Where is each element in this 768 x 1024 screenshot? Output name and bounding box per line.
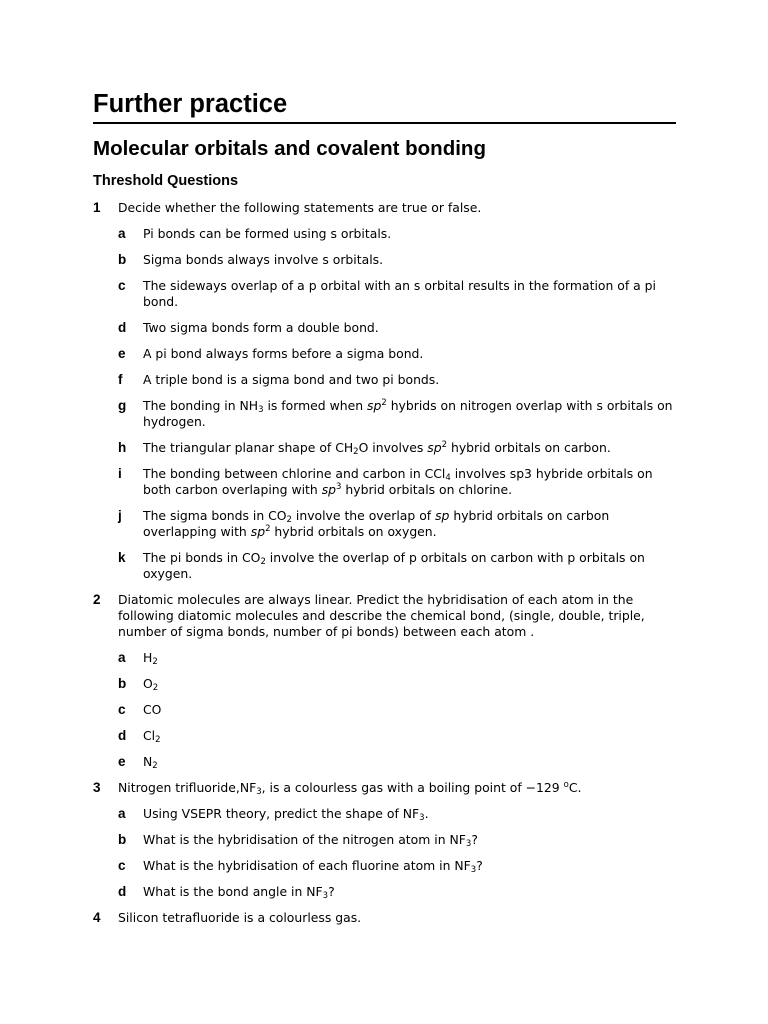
part-letter: b (118, 252, 127, 267)
page-title: Further practice (93, 88, 676, 124)
text-segment: The triangular planar shape of CH (143, 440, 354, 455)
part-text (143, 320, 676, 336)
question-part (93, 398, 676, 430)
text-segment: hybrids on nitrogen overlap with s orbitals on hydrogen. (143, 398, 673, 429)
text-segment: O involves (358, 440, 428, 455)
text-segment: ? (471, 832, 478, 847)
part-text (143, 550, 676, 582)
question-part (93, 550, 676, 582)
question-part (93, 320, 676, 336)
part-text (143, 728, 676, 744)
subsection-heading: Threshold Questions (93, 173, 239, 189)
text-segment: N (143, 754, 153, 769)
question-text (118, 592, 676, 640)
text-segment: 3 (258, 405, 264, 415)
text-segment: ? (328, 884, 335, 899)
question-number: 2 (93, 592, 101, 607)
part-letter: c (118, 858, 126, 873)
part-letter: a (118, 650, 126, 665)
part-letter: j (118, 508, 122, 523)
text-segment: Cl (143, 728, 156, 743)
text-segment: A triple bond is a sigma bond and two pi bonds. (143, 372, 440, 387)
question-2 (93, 592, 676, 640)
question-part (93, 278, 676, 310)
question-number: 1 (93, 200, 101, 215)
section-heading: Molecular orbitals and covalent bonding (93, 137, 486, 160)
text-segment: Using VSEPR theory, predict the shape of NF (143, 806, 420, 821)
question-4 (93, 910, 676, 926)
question-part (93, 252, 676, 268)
question-text (118, 780, 676, 796)
part-text (143, 832, 676, 848)
text-segment: 2 (265, 524, 271, 534)
text-segment: 3 (419, 813, 425, 823)
text-segment: 3 (256, 787, 262, 797)
text-segment: A pi bond always forms before a sigma bond. (143, 346, 424, 361)
text-segment: 3 (465, 839, 472, 849)
text-segment: 2 (152, 683, 159, 693)
part-letter: f (118, 372, 123, 387)
question-part (93, 346, 676, 362)
text-segment: is formed when (263, 398, 367, 413)
question-1 (93, 200, 676, 216)
question-part (93, 508, 676, 540)
text-segment: H (143, 650, 153, 665)
part-letter: h (118, 440, 127, 455)
text-segment: 2 (152, 657, 158, 667)
text-segment: sp (367, 398, 382, 413)
document-page (93, 88, 676, 926)
text-segment: sp (321, 482, 337, 497)
text-segment: . (424, 806, 429, 821)
question-text (118, 910, 676, 926)
text-segment: 2 (155, 735, 161, 745)
question-number: 4 (93, 910, 101, 925)
part-letter: a (118, 226, 126, 241)
part-text (143, 440, 676, 456)
part-text (143, 278, 676, 310)
text-segment: involve the overlap of p orbitals on carbon with p orbitals on oxygen. (143, 550, 645, 581)
text-segment: 2 (381, 398, 387, 408)
text-segment: 2 (152, 761, 158, 771)
part-letter: e (118, 754, 126, 769)
text-segment: Nitrogen trifluoride,NF (118, 780, 257, 795)
text-segment: , is a colourless gas with a boiling point of −129 (261, 780, 564, 795)
question-part (93, 676, 676, 692)
question-part (93, 832, 676, 848)
text-segment: 2 (353, 447, 359, 457)
question-part (93, 702, 676, 718)
text-segment: 3 (336, 482, 342, 492)
question-part (93, 884, 676, 900)
text-segment: involves sp3 hybride orbitals on both carbon overlaping with (143, 466, 653, 497)
text-segment: Two sigma bonds form a double bond. (143, 320, 379, 335)
text-segment: O (143, 676, 153, 691)
part-text (143, 466, 676, 498)
text-segment: Diatomic molecules are always linear. Predict the hybridisation of each atom in the following diatomic molecules and describe the chemical bond, (single, double, triple, number of sigma bonds, number of pi bonds) between each atom . (118, 592, 645, 639)
part-letter: a (118, 806, 126, 821)
text-segment: sp (427, 440, 442, 455)
part-text (143, 508, 676, 540)
text-segment: 2 (286, 515, 292, 525)
part-letter: i (118, 466, 122, 481)
part-letter: d (118, 884, 127, 899)
part-letter: b (118, 832, 127, 847)
text-segment: The sideways overlap of a p orbital with an s orbital results in the formation of a pi bond. (143, 278, 656, 309)
text-segment: The bonding in NH (143, 398, 259, 413)
part-letter: k (118, 550, 126, 565)
text-segment: Pi bonds can be formed using s orbitals. (143, 226, 392, 241)
text-segment: sp (250, 524, 266, 539)
question-list (93, 200, 676, 926)
question-part (93, 728, 676, 744)
part-text (143, 702, 676, 718)
part-text (143, 806, 676, 822)
text-segment: CO (143, 702, 162, 717)
text-segment: What is the hybridisation of each fluorine atom in NF (143, 858, 471, 873)
text-segment: involve the overlap of (291, 508, 436, 523)
question-part (93, 372, 676, 388)
part-text (143, 650, 676, 666)
text-segment: Decide whether the following statements are true or false. (118, 200, 482, 215)
question-part (93, 650, 676, 666)
text-segment: hybrid orbitals on carbon overlapping with (143, 508, 610, 539)
text-segment: What is the hybridisation of the nitrogen atom in NF (143, 832, 466, 847)
question-3 (93, 780, 676, 796)
text-segment: The bonding between chlorine and carbon in CCl (143, 466, 446, 481)
question-part (93, 806, 676, 822)
part-letter: b (118, 676, 127, 691)
text-segment: Silicon tetrafluoride is a colourless gas. (118, 910, 362, 925)
question-part (93, 440, 676, 456)
text-segment: o (563, 780, 569, 790)
text-segment: 3 (322, 891, 329, 901)
text-segment: Sigma bonds always involve s orbitals. (143, 252, 384, 267)
text-segment: 2 (441, 440, 448, 450)
part-letter: c (118, 278, 126, 293)
part-text (143, 398, 676, 430)
text-segment: ? (476, 858, 483, 873)
part-text (143, 884, 676, 900)
text-segment: 2 (260, 557, 266, 567)
text-segment: hybrid orbitals on carbon. (447, 440, 611, 455)
part-text (143, 372, 676, 388)
part-text (143, 754, 676, 770)
question-part (93, 858, 676, 874)
part-letter: g (118, 398, 127, 413)
text-segment: 3 (470, 865, 477, 875)
text-segment: C. (568, 780, 582, 795)
part-text (143, 676, 676, 692)
part-letter: d (118, 320, 127, 335)
part-text (143, 226, 676, 242)
question-part (93, 754, 676, 770)
text-segment: What is the bond angle in NF (143, 884, 323, 899)
text-segment: The pi bonds in CO (143, 550, 261, 565)
text-segment: hybrid orbitals on chlorine. (341, 482, 513, 497)
part-text (143, 858, 676, 874)
text-segment: 4 (445, 473, 451, 483)
question-text (118, 200, 676, 216)
text-segment: The sigma bonds in CO (143, 508, 287, 523)
text-segment: hybrid orbitals on oxygen. (270, 524, 437, 539)
question-number: 3 (93, 780, 101, 795)
question-part (93, 226, 676, 242)
part-text (143, 252, 676, 268)
part-letter: c (118, 702, 126, 717)
question-part (93, 466, 676, 498)
part-letter: d (118, 728, 127, 743)
text-segment: sp (435, 508, 450, 523)
part-letter: e (118, 346, 126, 361)
part-text (143, 346, 676, 362)
